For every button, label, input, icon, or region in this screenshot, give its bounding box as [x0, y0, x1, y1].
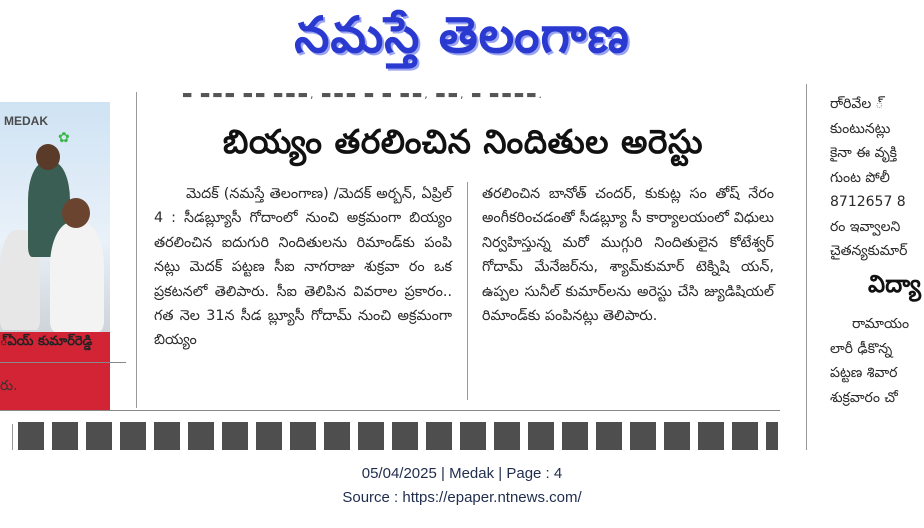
text-line: చైతన్యకుమార్ [830, 243, 908, 259]
section-divider [0, 410, 780, 411]
article-column-1 [154, 182, 452, 353]
source-label: Source : [342, 489, 403, 506]
column-divider [136, 92, 137, 408]
source-footer [0, 462, 924, 510]
text-line: కుంటునట్లు [830, 120, 891, 137]
separator: | [498, 465, 507, 482]
article-body-text: మెదక్ (నమస్తే తెలంగాణ) /మెదక్ అర్బన్, ఏప్రిల్ 4 : సీడబ్ల్యూసీ గోదాంలో నుంచి అక్రమంగా బియ్యం తరలించిన ఐదుగురి నిందితులను రిమాండ్‌కు పంపి నట్లు మెదక్ పట్టణ సీఐ నాగరాజు శుక్రవా రం ఒక ప్రకటనలో తెలిపారు. సీఐ తెలిపిన వివరాల ప్రకారం.. గత నెల 31న సీడ బ్ల్యూసీ గోదామ్ నుంచి అక్రమంగా బియ్యం [154, 186, 452, 349]
source-link[interactable]: https://epaper.ntnews.com/ [402, 489, 582, 506]
text-line: రా్రివేల ్ [830, 96, 884, 112]
newspaper-logo: నమస్తే తెలంగాణ [294, 6, 630, 64]
column-divider [467, 182, 468, 400]
news-photo [0, 102, 110, 410]
photo-banner-text: MEDAK [4, 114, 48, 128]
column-divider [806, 84, 807, 450]
separator: | [441, 465, 450, 482]
cut-text-line: ▬ ▬▬▬ ▬▬ ▬▬▬, ▬▬▬ ▬ ▬ ▬▬, ▬▬, ▬ ▬▬▬▬. [182, 88, 544, 101]
article-headline: బియ్యం తరలించిన నిందితుల అరెస్టు [222, 122, 704, 161]
cut-next-headline [18, 422, 778, 450]
masthead [0, 0, 924, 82]
article-column-2 [482, 182, 774, 328]
newspaper-clipping [0, 84, 924, 450]
source-line [0, 486, 924, 510]
text-line: రం ఇవ్వాలని [830, 218, 901, 235]
edition-name: Medak [449, 465, 495, 482]
photo-decoration-icon: ✿ [58, 130, 70, 146]
right-article-heading: విద్యా [868, 270, 922, 298]
page-number: Page : 4 [506, 465, 563, 482]
edition-info [0, 462, 924, 486]
article-body-text: తరలించిన బానోత్ చందర్, కుకుట్ల సం తోష్ నేరం అంగీకరించడంతో సీడబ్ల్యూ సీ కార్యాలయంలో విధులు నిర్వహిస్తున్న మరో ముగ్గురి నిందితులైన కోటేశ్వర్ గోదామ్ మేనేజర్‌ను, శ్యామ్‌కుమార్ టెక్నిషి యన్, ఉప్పల సునీల్ కుమార్‌లను అరెస్టు చేసి జ్యుడిషియల్ రిమాండ్‌కు పంపినట్లు తెలిపారు. [482, 186, 774, 325]
text-line: గుంట పోలీ [830, 169, 890, 186]
text-line: పట్టణ శివార [830, 365, 898, 381]
caption-divider [0, 362, 126, 363]
photo-person-head [36, 144, 60, 170]
text-line: లారీ ఢీకొన్న [830, 340, 893, 357]
column-divider [12, 424, 13, 450]
text-line: కైనా ఈ వృక్తి [830, 145, 897, 161]
text-line: రామాయం [852, 316, 910, 332]
photo-caption: ్ఏయ్ కుమార్‌రెడ్డి [0, 334, 93, 349]
photo-person [50, 222, 104, 332]
edition-date: 05/04/2025 [361, 465, 437, 482]
text-line: 8712657 8 [830, 194, 906, 210]
photo-person-head [62, 198, 90, 228]
right-article-column [830, 92, 924, 264]
left-text-fragment: రు. [0, 378, 18, 394]
text-line: శుక్రవారం చో [830, 389, 898, 406]
right-article-column-2 [830, 312, 909, 410]
